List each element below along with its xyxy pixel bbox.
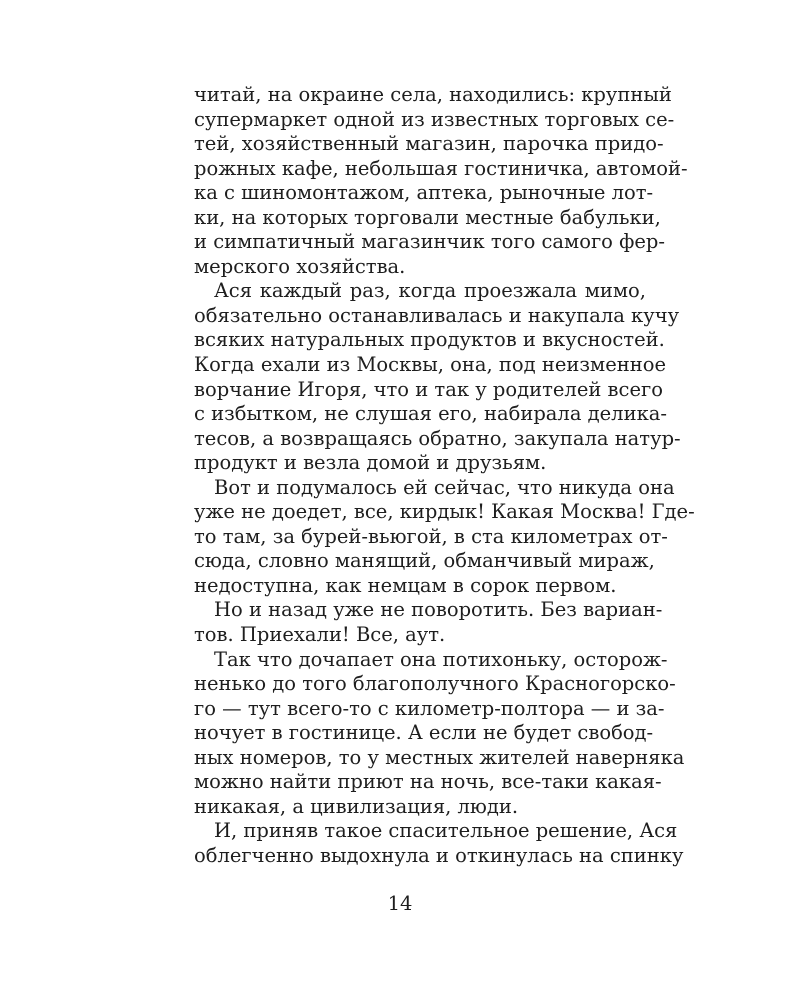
text-line: недоступна, как немцам в сорок первом. xyxy=(194,573,617,597)
paragraph xyxy=(194,83,688,279)
text-line: всяких натуральных продуктов и вкусностей. xyxy=(194,328,665,352)
text-line: супермаркет одной из известных торговых се- xyxy=(194,107,675,131)
text-line: читай, на окраине села, находились: крупный xyxy=(194,83,672,106)
text-line: Ася каждый раз, когда проезжала мимо, xyxy=(214,279,646,303)
text-line: никакая, а цивилизация, люди. xyxy=(194,794,519,818)
text-line: облегченно выдохнула и откинулась на спинку xyxy=(194,843,684,867)
text-line: Вот и подумалось ей сейчас, что никуда она xyxy=(214,475,675,499)
text-line: го — тут всего-то с километр-полтора — и за- xyxy=(194,696,665,720)
text-line: рожных кафе, небольшая гостиничка, автомой- xyxy=(194,156,688,180)
text-line: ненько до того благополучного Красногорско- xyxy=(194,672,676,696)
text-line: тей, хозяйственный магазин, парочка придо- xyxy=(194,132,664,156)
text-line: Но и назад уже не поворотить. Без вариан- xyxy=(214,598,663,622)
page-body-text xyxy=(194,83,695,869)
text-line: мерского хозяйства. xyxy=(194,254,406,278)
text-line: ки, на которых торговали местные бабульки, xyxy=(194,205,661,229)
page-number: 14 xyxy=(387,892,413,915)
text-line: тов. Приехали! Все, аут. xyxy=(194,623,446,647)
text-line: ворчание Игоря, что и так у родителей всего xyxy=(194,377,663,401)
text-line: сюда, словно манящий, обманчивый мираж, xyxy=(194,549,655,573)
text-line: Так что дочапает она потихоньку, осторож- xyxy=(214,647,668,671)
text-line: то там, за бурей-вьюгой, в ста километрах от- xyxy=(194,524,668,548)
text-line: ночует в гостинице. А если не будет свобод- xyxy=(194,721,654,745)
text-line: с избытком, не слушая его, набирала делика- xyxy=(194,402,667,426)
text-line: ка с шиномонтажом, аптека, рыночные лот- xyxy=(194,181,654,205)
paragraph xyxy=(194,475,695,599)
text-line: тесов, а возвращаясь обратно, закупала натур- xyxy=(194,426,681,450)
text-line: Когда ехали из Москвы, она, под неизменное xyxy=(194,353,667,377)
text-line: уже не доедет, все, кирдык! Какая Москва! Где- xyxy=(194,500,695,524)
text-line: И, приняв такое спасительное решение, Ася xyxy=(214,819,678,843)
paragraph xyxy=(194,819,684,868)
text-line: обязательно останавливалась и накупала кучу xyxy=(194,303,680,327)
paragraph xyxy=(194,647,685,820)
text-line: можно найти приют на ночь, все-таки какая- xyxy=(194,770,662,794)
text-line: ных номеров, то у местных жителей наверняка xyxy=(194,745,685,769)
text-line: и симпатичный магазинчик того самого фер- xyxy=(194,230,665,254)
paragraph xyxy=(194,598,663,647)
paragraph xyxy=(194,279,681,475)
text-line: продукт и везла домой и друзьям. xyxy=(194,451,547,475)
